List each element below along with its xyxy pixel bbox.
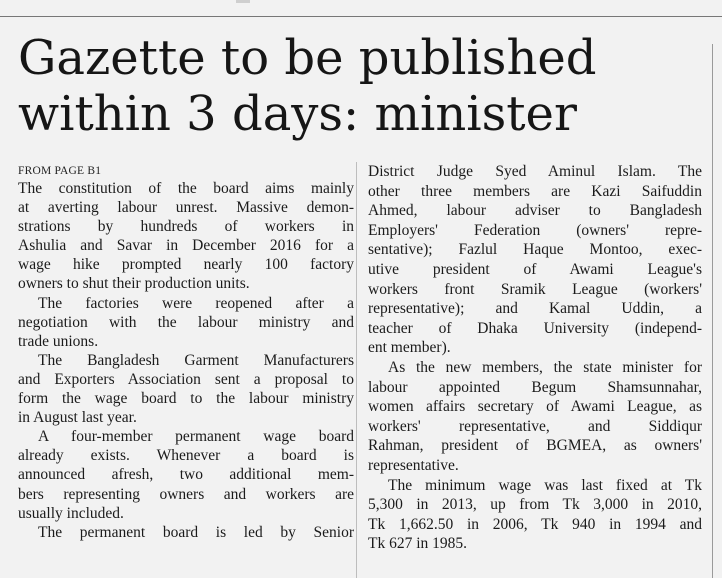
headline-line-1: Gazette to be published xyxy=(18,30,597,86)
text-line: teacher of Dhaka University (independ- xyxy=(368,319,702,337)
text-line: trade unions. xyxy=(18,332,99,350)
text-line: other three members are Kazi Saifuddin xyxy=(368,182,702,200)
text-line: The permanent board is led by Senior xyxy=(38,523,354,541)
text-line: owners to shut their production units. xyxy=(18,275,250,293)
text-line: bers representing owners and workers are xyxy=(18,485,354,503)
text-line: women affairs secretary of Awami League, as xyxy=(368,398,702,416)
column-divider xyxy=(356,162,357,578)
text-line: sentative); Fazlul Haque Montoo, exec- xyxy=(368,241,702,259)
text-line: at averting labour unrest. Massive demon- xyxy=(18,199,354,217)
text-line: Tk 1,662.50 in 2006, Tk 940 in 1994 and xyxy=(368,515,702,533)
text-line: Employers' Federation (owners' repre- xyxy=(368,221,702,239)
top-rule xyxy=(0,16,722,17)
text-line: 5,300 in 2013, up from Tk 3,000 in 2010, xyxy=(368,496,702,514)
text-line: The minimum wage was last fixed at Tk xyxy=(388,476,702,494)
text-line: Ahmed, labour adviser to Bangladesh xyxy=(368,202,702,220)
text-line: form the wage board to the labour ministry xyxy=(18,390,354,408)
text-line: The factories were reopened after a xyxy=(38,294,354,312)
left-column-text xyxy=(18,179,354,542)
text-line: The constitution of the board aims mainly xyxy=(18,180,354,197)
article-column-left xyxy=(18,164,354,542)
text-line: Tk 627 in 1985. xyxy=(368,535,468,553)
text-line: representative); and Kamal Uddin, a xyxy=(368,300,702,318)
text-line: announced afresh, two additional mem- xyxy=(18,466,354,484)
text-line: As the new members, the state minister for xyxy=(388,358,702,376)
right-column-rule xyxy=(712,44,713,578)
article-column-right xyxy=(368,162,702,554)
text-line: usually included. xyxy=(18,504,124,522)
text-line: workers front Sramik League (workers' xyxy=(368,280,702,298)
text-line: ent member). xyxy=(368,339,451,357)
headline-line-2: within 3 days: minister xyxy=(18,86,577,142)
text-line: already exists. Whenever a board is xyxy=(18,447,354,465)
text-line: wage hike prompted nearly 100 factory xyxy=(18,256,354,274)
text-line: District Judge Syed Aminul Islam. The xyxy=(368,163,702,180)
text-line: workers' representative, and Siddiqur xyxy=(368,417,702,435)
headline xyxy=(18,30,708,142)
text-line: representative. xyxy=(368,456,459,474)
jump-line: FROM PAGE B1 xyxy=(18,165,102,177)
right-column-text xyxy=(368,162,702,554)
text-line: and Exporters Association sent a proposal to xyxy=(18,370,354,388)
top-edge-mark xyxy=(236,0,250,3)
text-line: A four-member permanent wage board xyxy=(38,428,354,446)
text-line: in August last year. xyxy=(18,409,137,427)
text-line: utive president of Awami League's xyxy=(368,260,702,278)
text-line: negotiation with the labour ministry and xyxy=(18,313,354,331)
text-line: strations by hundreds of workers in xyxy=(18,218,354,236)
text-line: Ashulia and Savar in December 2016 for a xyxy=(18,237,354,255)
text-line: labour appointed Begum Shamsunnahar, xyxy=(368,378,702,396)
text-line: The Bangladesh Garment Manufacturers xyxy=(38,351,354,369)
text-line: Rahman, president of BGMEA, as owners' xyxy=(368,437,702,455)
